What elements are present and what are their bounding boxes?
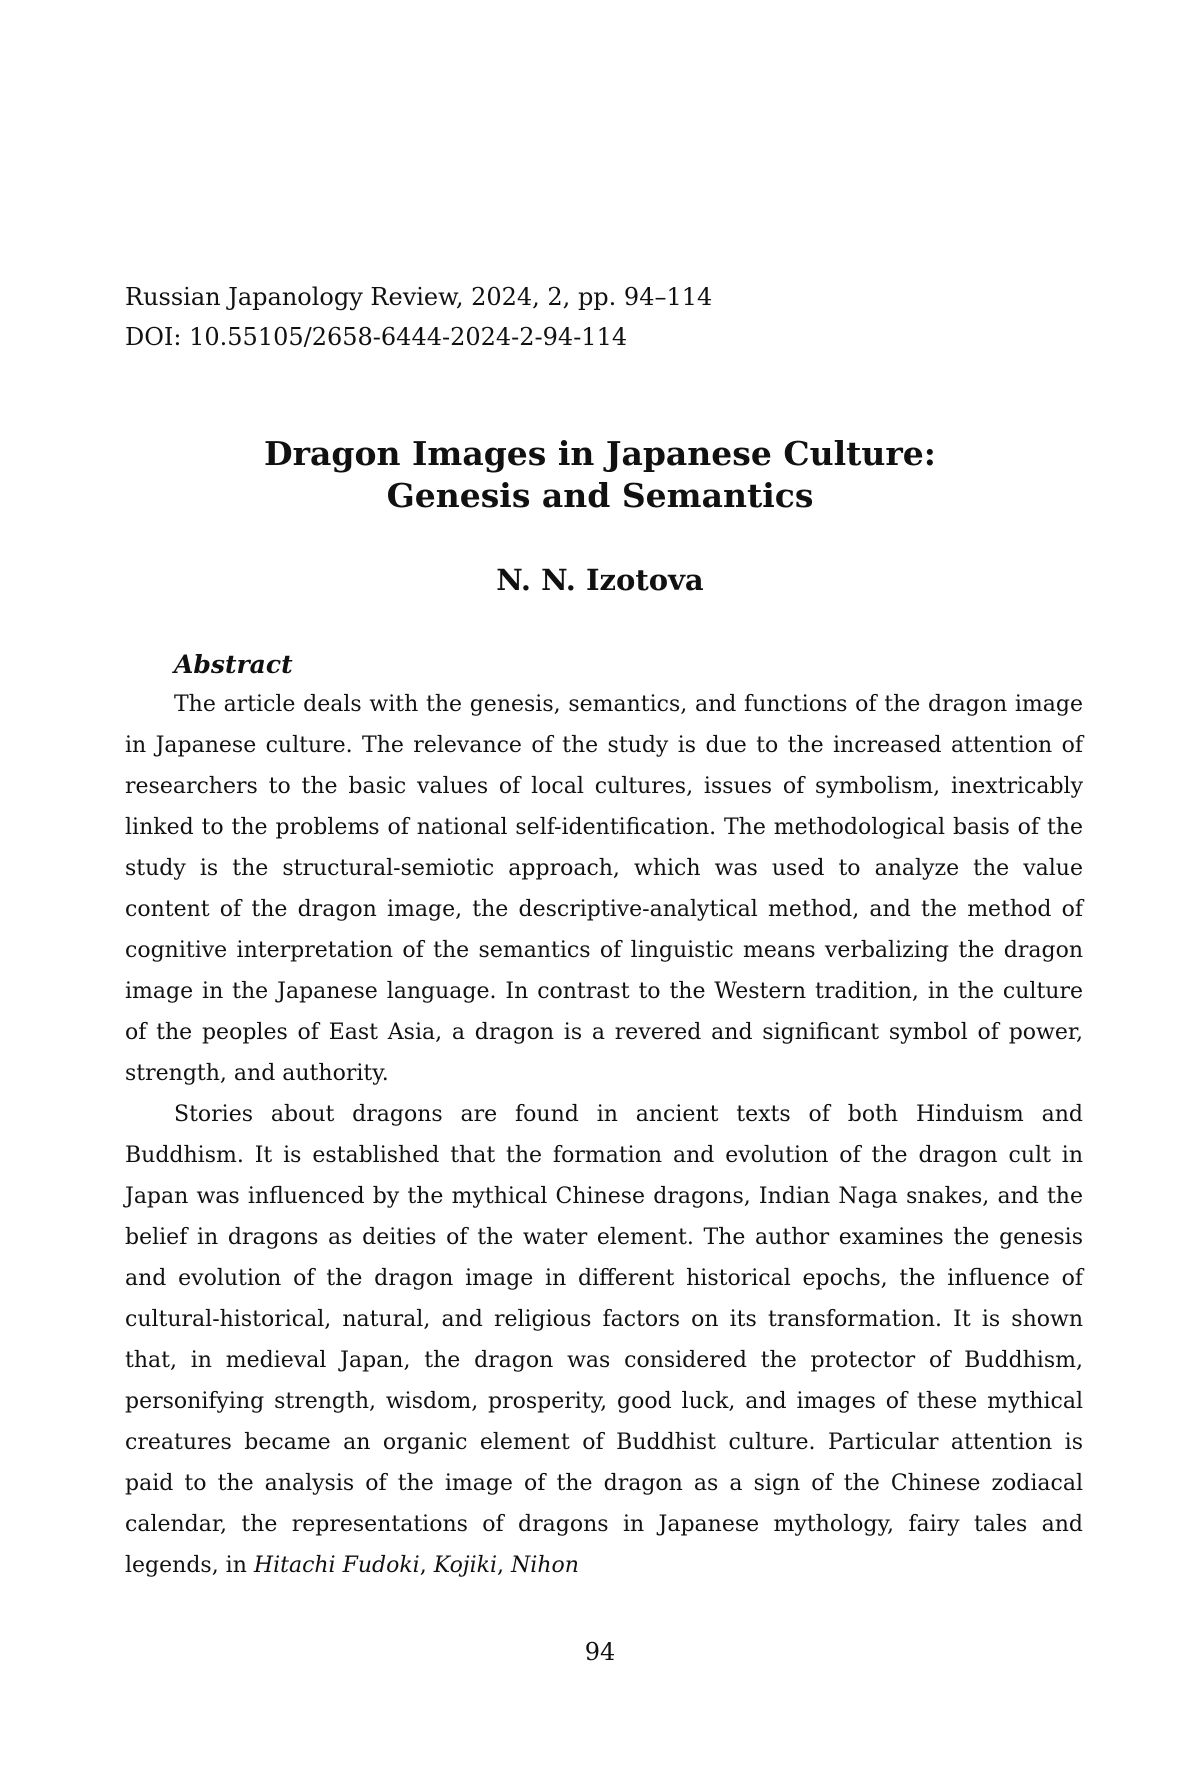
doi-line: DOI: 10.55105/2658-6444-2024-2-94-114 (125, 323, 628, 351)
title-line-2: Genesis and Semantics (386, 476, 814, 515)
article-title (0, 433, 1200, 517)
abstract-heading: Abstract (174, 650, 293, 679)
abstract-paragraph-2-text: Stories about dragons are found in ancient texts of both Hinduism and Buddhism. It is established that the formation and evolution of the dragon cult in Japan was influenced by the mythical Chinese dragons, Indian Naga snakes, and the belief in dragons as deities of the water element. The author examines the genesis and evolution of the dragon image in different historical epochs, the influence of cultural-historical, natural, and religious factors on its transformation. It is shown that, in medieval Japan, the dragon was considered the protector of Buddhism, personifying strength, wisdom, prosperity, good luck, and images of these mythical creatures became an organic element of Buddhist culture. Particular attention is paid to the analysis of the image of the dragon as a sign of the Chinese zodiacal calendar, the representations of dragons in Japanese mythology, fairy tales and legends, in (125, 1102, 1083, 1578)
journal-citation: Russian Japanology Review, 2024, 2, pp. 94–114 (125, 283, 713, 311)
separator: , (497, 1553, 512, 1578)
separator: , (419, 1553, 434, 1578)
title-line-1: Dragon Images in Japanese Culture: (264, 434, 936, 473)
author-name: N. N. Izotova (496, 563, 704, 597)
work-title-nihon: Nihon (511, 1553, 579, 1578)
abstract-paragraph-2 (125, 1094, 1083, 1586)
journal-info (125, 277, 712, 357)
abstract-body (125, 684, 1083, 1586)
work-title-hitachi-fudoki: Hitachi Fudoki (253, 1553, 420, 1578)
work-title-kojiki: Kojiki (433, 1553, 498, 1578)
page-number: 94 (584, 1638, 616, 1666)
abstract-paragraph-1: The article deals with the genesis, semantics, and functions of the dragon image in Japanese culture. The relevance of the study is due to the increased attention of researchers to the basic values of local cultures, issues of symbolism, inextricably linked to the problems of national self-identification. The methodological basis of the study is the structural-semiotic approach, which was used to analyze the value content of the dragon image, the descriptive-analytical method, and the method of cognitive interpretation of the semantics of linguistic means verbalizing the dragon image in the Japanese language. In contrast to the Western tradition, in the culture of the peoples of East Asia, a dragon is a revered and significant symbol of power, strength, and authority. (125, 692, 1083, 1086)
